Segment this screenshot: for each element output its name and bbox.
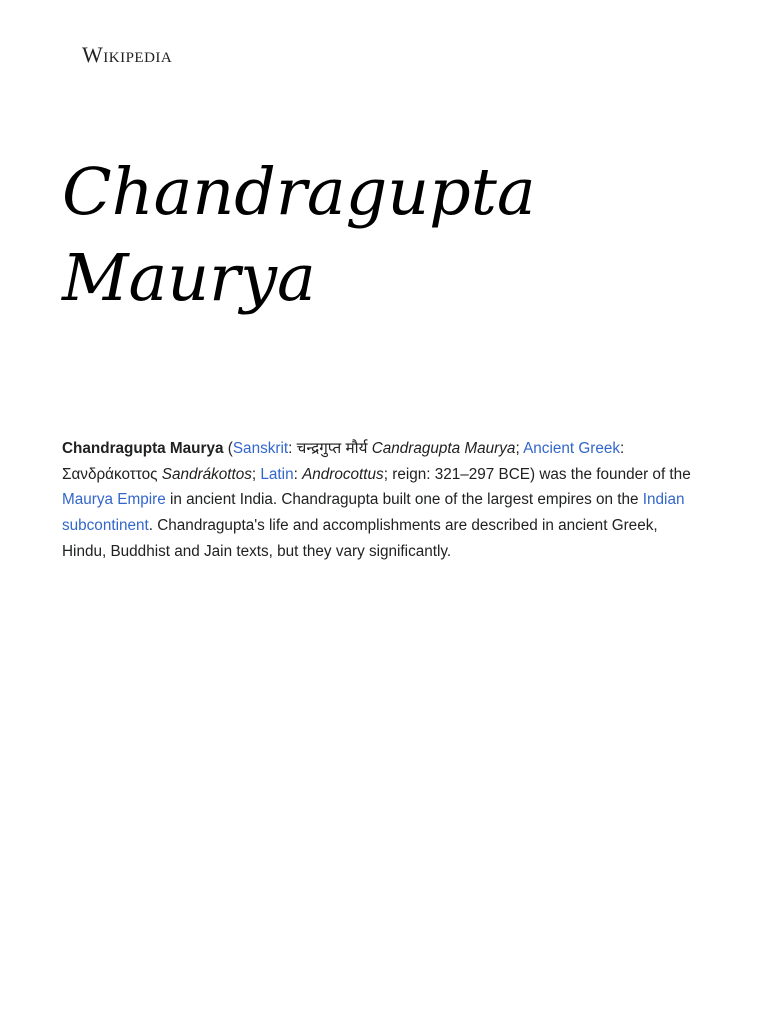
lead-paragraph xyxy=(62,436,706,565)
sanskrit-transliteration: Candragupta Maurya xyxy=(371,440,516,457)
lead-text: : xyxy=(288,440,297,457)
lead-text: ; xyxy=(251,465,261,483)
lead-subject: Chandragupta Maurya xyxy=(62,440,224,457)
lead-text: ; xyxy=(515,440,524,457)
devanagari-name: चन्द्रगुप्त मौर्य xyxy=(296,440,368,457)
lead-text: ; reign: 321–297 BCE) was the founder of the xyxy=(383,465,691,483)
lead-text: : xyxy=(620,440,625,457)
link-maurya-empire[interactable]: Maurya Empire xyxy=(62,491,166,509)
lead-text: . Chandragupta's life and accomplishments are described in ancient Greek, Hindu, Buddhist and Jain texts, but they vary significantly. xyxy=(62,517,658,560)
link-ancient-greek[interactable]: Ancient Greek xyxy=(523,440,621,457)
greek-name: Σανδράκοττος xyxy=(62,465,158,483)
lead-text: in ancient India. Chandragupta built one of the largest empires on the xyxy=(165,491,643,509)
page-title-line2: Maurya xyxy=(62,241,316,316)
wikipedia-logo[interactable]: Wikipedia xyxy=(82,42,173,67)
page-title-line1: Chandragupta xyxy=(62,155,536,230)
link-indian-subcontinent[interactable]: Indian subcontinent xyxy=(62,491,685,535)
lead-text: ( xyxy=(223,440,233,457)
page-title xyxy=(62,150,702,322)
latin-name: Androcottus xyxy=(302,465,384,483)
link-sanskrit[interactable]: Sanskrit xyxy=(232,440,289,457)
lead-text: : xyxy=(293,465,303,483)
link-latin[interactable]: Latin xyxy=(260,465,294,483)
greek-transliteration: Sandrákottos xyxy=(161,465,252,483)
